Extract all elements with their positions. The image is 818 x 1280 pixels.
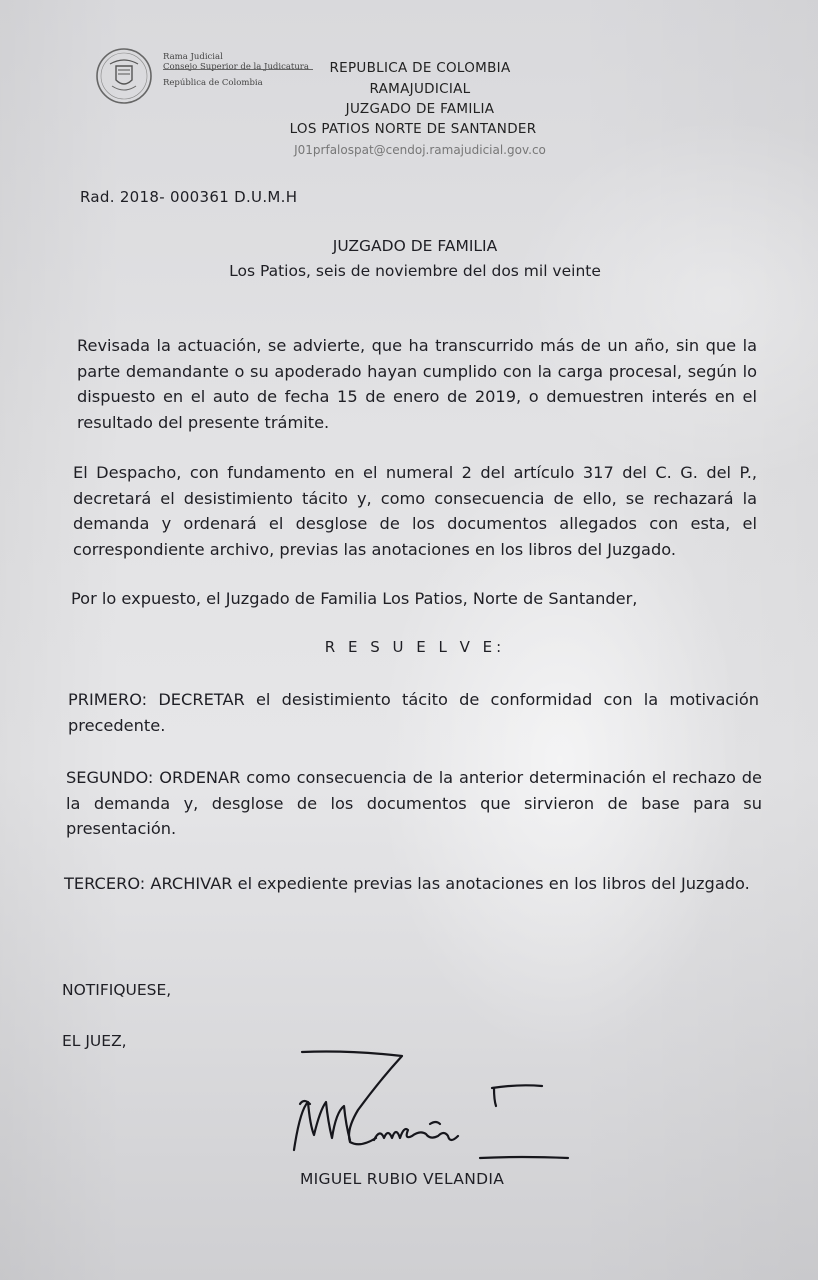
document-title: JUZGADO DE FAMILIA [332, 237, 498, 255]
paragraph-3: Por lo expuesto, el Juzgado de Familia Los Patios, Norte de Santander, [71, 589, 638, 608]
coat-of-arms-icon [94, 46, 154, 106]
closing-notification: NOTIFIQUESE, [62, 981, 172, 999]
paragraph-1: Revisada la actuación, se advierte, que ha transcurrido más de un año, sin que la parte demandante o su apoderado hayan cumplido con la carga procesal, según lo dispuesto en el auto de fecha 15 de enero de 2019, o demuestren interés en el resultado del presente trámite. [77, 336, 757, 432]
institution-line-2: Consejo Superior de la Judicatura [163, 62, 309, 72]
date-line: Los Patios, seis de noviembre del dos mil veinte [229, 262, 601, 280]
resolution-heading: R E S U E L V E: [324, 638, 506, 656]
header-location: LOS PATIOS NORTE DE SANTANDER [289, 121, 537, 137]
handwritten-signature [280, 1040, 600, 1180]
header-republic: REPUBLICA DE COLOMBIA [329, 60, 511, 76]
resolution-segundo: SEGUNDO: ORDENAR como consecuencia de la anterior determinación el rechazo de la demanda y, desglose de los documentos que sirvieron de base para su presentación. [66, 768, 762, 838]
resolution-tercero: TERCERO: ARCHIVAR el expediente previas las anotaciones en los libros del Juzgado. [64, 874, 750, 893]
header-court: JUZGADO DE FAMILIA [345, 101, 495, 117]
header-branch: RAMAJUDICIAL [369, 81, 471, 97]
institution-line-3: República de Colombia [163, 78, 263, 88]
case-number: Rad. 2018- 000361 D.U.M.H [80, 188, 298, 206]
header-email: J01prfalospat@cendoj.ramajudicial.gov.co [294, 143, 546, 157]
judge-title: EL JUEZ, [62, 1032, 127, 1050]
institution-line-1: Rama Judicial [163, 52, 223, 62]
paragraph-2: El Despacho, con fundamento en el numeral 2 del artículo 317 del C. G. del P., decretará el desistimiento tácito y, como consecuencia de ello, se rechazará la demanda y ordenará el desglose de los documentos allegados con esta, el correspondiente archivo, previas las anotaciones en los libros del Juzgado. [73, 463, 757, 559]
signer-name: MIGUEL RUBIO VELANDIA [300, 1170, 505, 1188]
resolution-primero: PRIMERO: DECRETAR el desistimiento tácito de conformidad con la motivación precedente. [68, 690, 759, 735]
